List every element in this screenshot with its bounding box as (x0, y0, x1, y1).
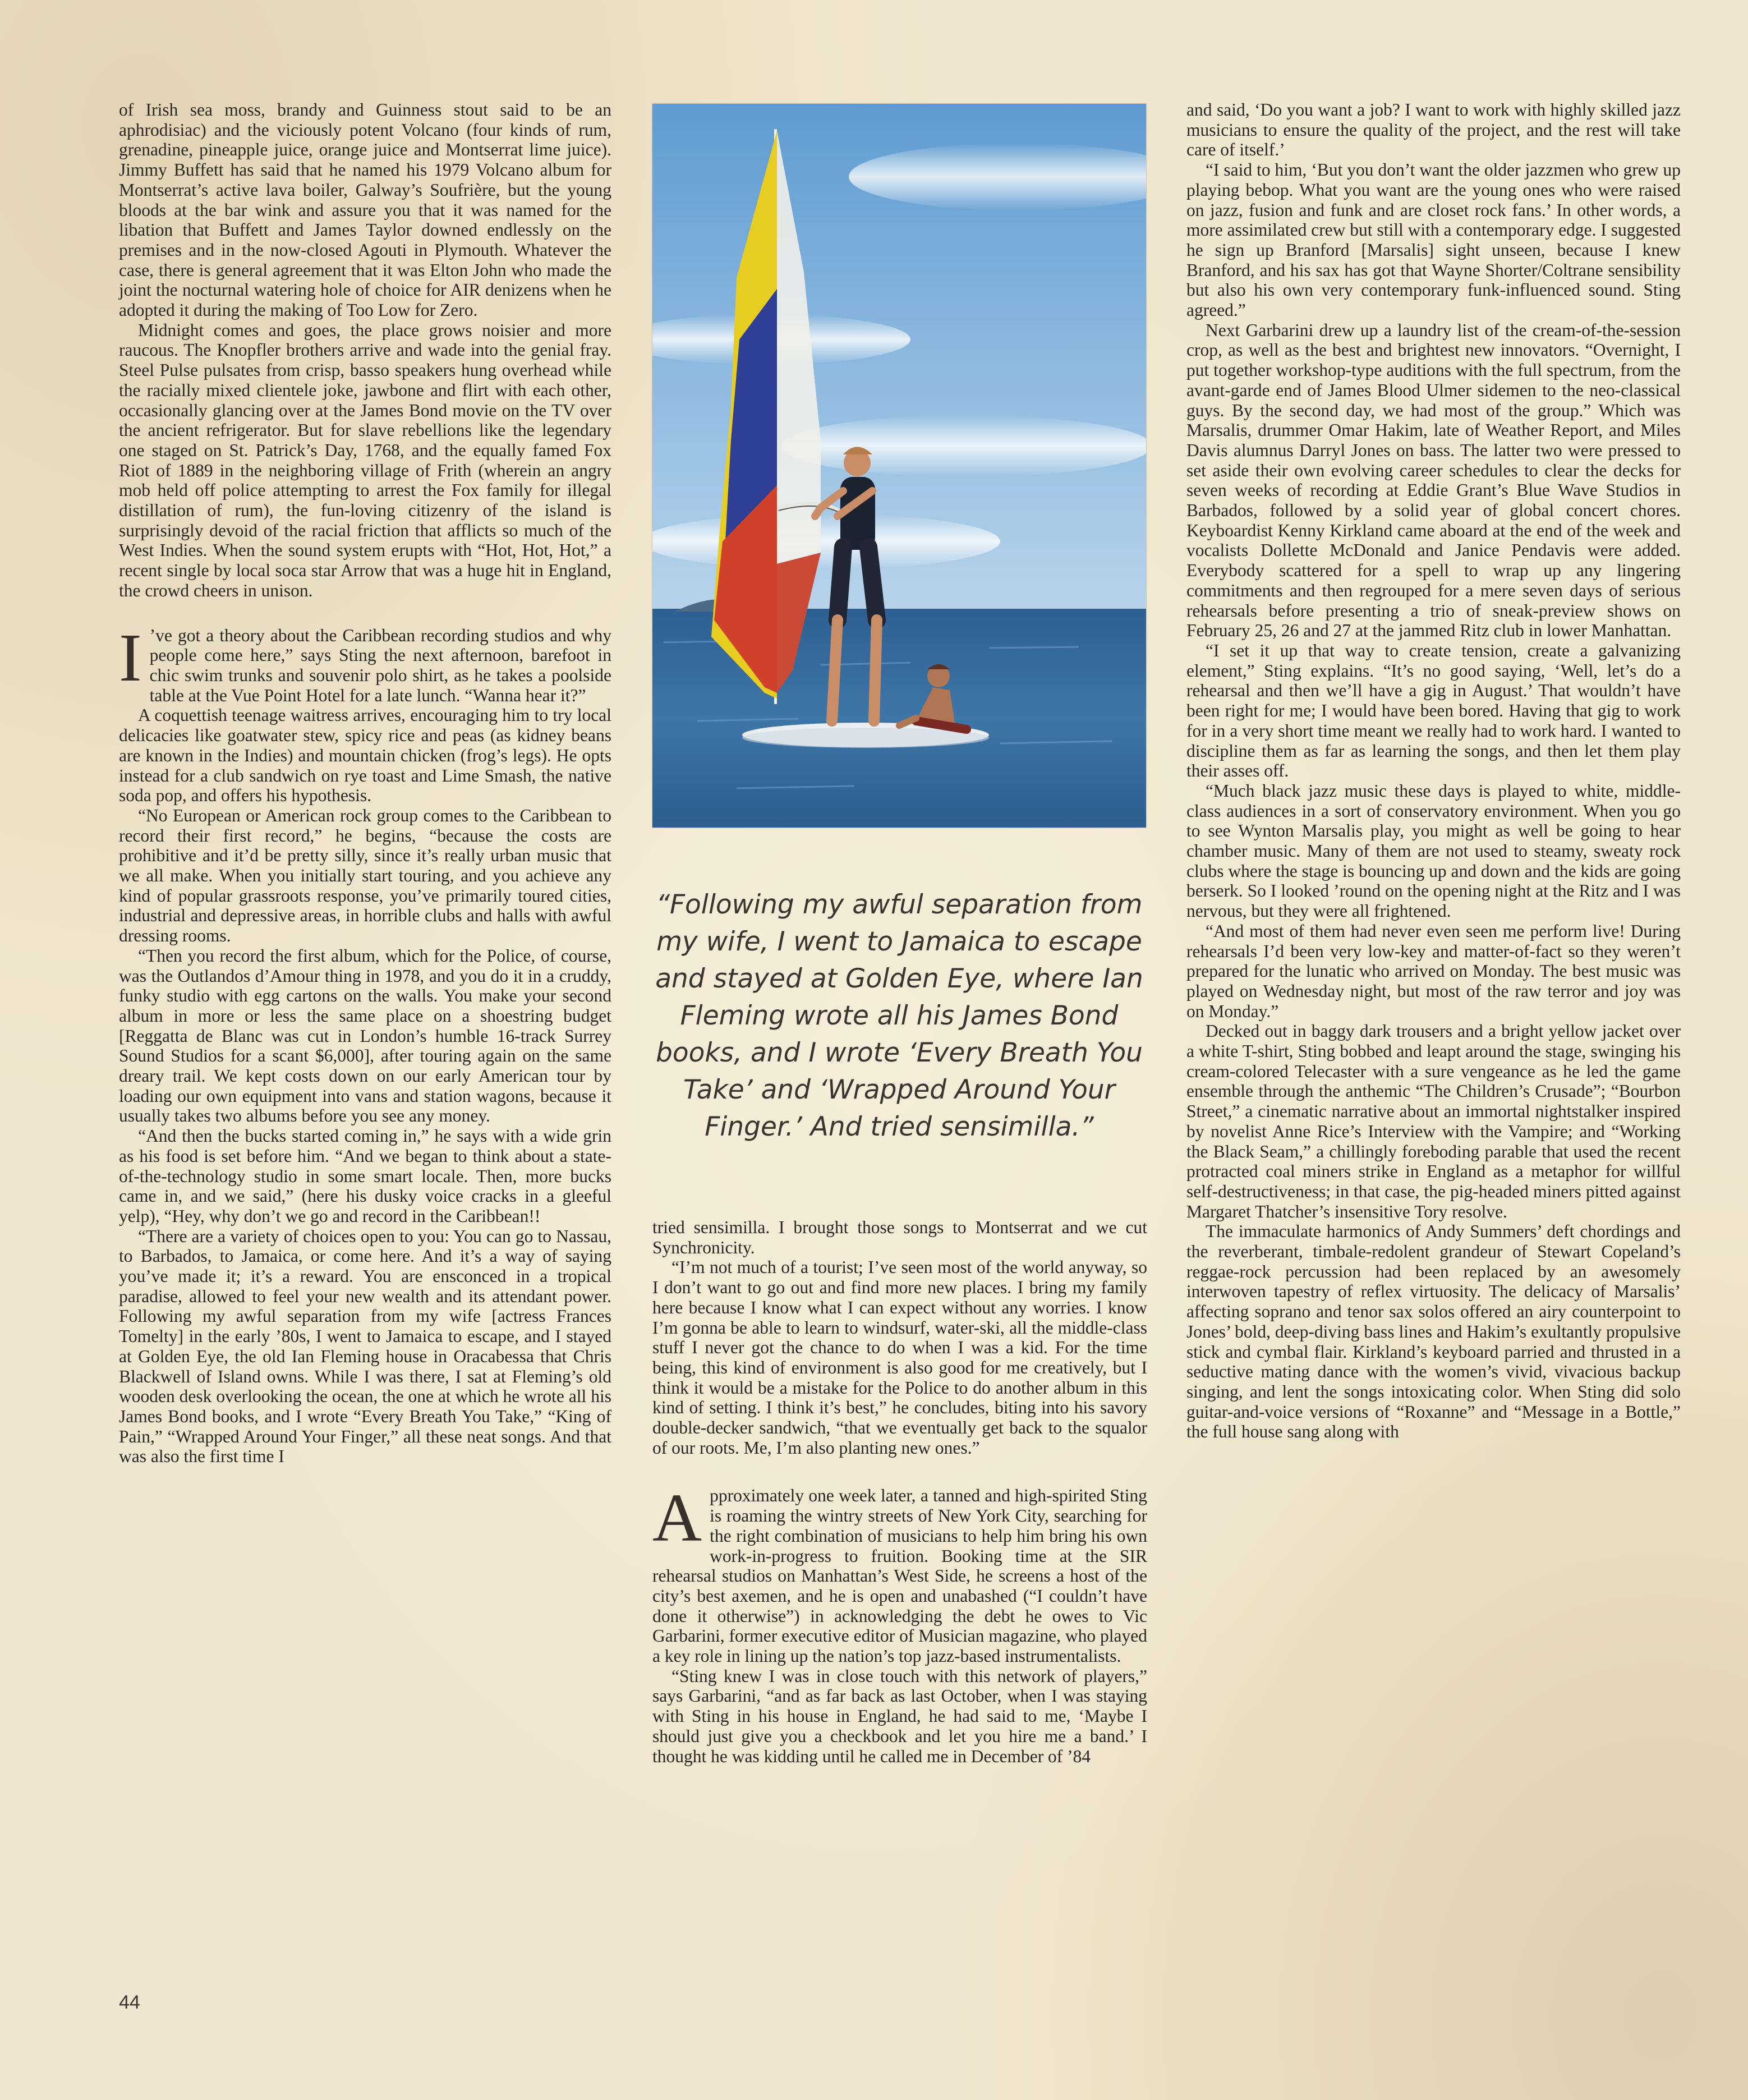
article-column-2 (652, 1217, 1147, 1766)
paragraph: of Irish sea moss, brandy and Guinness stout said to be an aphrodisiac) and the viciously potent Volcano (four kinds of rum, grenadine, pineapple juice, orange juice and Montserrat lime juice). Jimmy Buffett has said that he named his 1979 Volcano album for Montserrat’s active lava boiler, Galway’s Soufrière, but the young bloods at the bar wink and assure you that it was named for the libation that Buffett and James Taylor downed endlessly on the premises and in the now-closed Agouti in Plymouth. Whatever the case, there is general agreement that it was Elton John who made the joint the nocturnal watering hole of choice for AIR denizens when he adopted it during the making of Too Low for Zero. (119, 100, 611, 320)
page-number: 44 (119, 1992, 140, 2013)
paragraph-text: ’ve got a theory about the Caribbean recording studios and why people come here,” says Sting the next afternoon, barefoot in chic swim trunks and souvenir polo shirt, as he takes a poolside table at the Vue Point Hotel for a late lunch. “Wanna hear it?” (149, 625, 611, 705)
paragraph: Midnight comes and goes, the place grows noisier and more raucous. The Knopfler brothers arrive and wade into the genial fray. Steel Pulse pulsates from crisp, basso speakers hung overhead while the racially mixed clientele joke, jawbone and flirt with each other, occasionally glancing over at the James Bond movie on the TV over the ancient refrigerator. But for slave rebellions like the legendary one staged on St. Patrick’s Day, 1768, and the equally famed Fox Riot of 1889 in the neighboring village of Frith (wherein an angry mob held off police attempting to arrest the Fox family for illegal distillation of rum), the fun-loving citizenry of the island is surprisingly devoid of the racial friction that afflicts so much of the West Indies. When the sound system erupts with “Hot, Hot, Hot,” a recent single by local soca star Arrow that was a huge hit in England, the crowd cheers in unison. (119, 320, 611, 600)
drop-cap: A (652, 1480, 702, 1556)
paragraph: Decked out in baggy dark trousers and a bright yellow jacket over a white T-shirt, Sting bobbed and leapt around the stage, swinging his cream-colored Telecaster with a sure vengeance as he led the game ensemble through the anthemic “The Children’s Crusade”; “Bourbon Street,” a cinematic narrative about an immortal nightstalker inspired by novelist Anne Rice’s Interview with the Vampire; and “Working the Black Seam,” a chillingly foreboding parable that used the recent protracted coal miners strike in England as a metaphor for willful self-destructiveness; in that case, the pig-headed miners pitted against Margaret Thatcher’s insensitive Tory resolve. (1186, 1021, 1681, 1221)
paragraph: “Much black jazz music these days is played to white, middle-class audiences in a sort of conservatory environment. When you go to see Wynton Marsalis play, you might as well be going to hear chamber music. Many of them are not used to steamy, sweaty rock clubs where the stage is bouncing up and down and the kids are going berserk. So I looked ’round on the opening night at the Ritz and I was nervous, but they were all frightened. (1186, 780, 1681, 921)
section-opening-paragraph (652, 1480, 1147, 1666)
windsurfer-image (652, 104, 1146, 828)
drop-cap: I (119, 619, 142, 696)
paragraph: “I set it up that way to create tension, create a galvanizing element,” Sting explains. “It’s no good saying, ‘Well, let’s do a rehearsal and then we’ll have a gig in August.’ That wouldn’t have been right for me; I would have been bored. Having that gig to work for in a very short time meant we really had to work hard. I wanted to discipline them as far as learning the songs, and then let them play their asses off. (1186, 640, 1681, 781)
paragraph: tried sensimilla. I brought those songs to Montserrat and we cut Synchronicity. (652, 1217, 1147, 1257)
paragraph: “Then you record the first album, which for the Police, of course, was the Outlandos d’Amour thing in 1978, and you do it in a cruddy, funky studio with egg cartons on the walls. You make your second album in more or less the same place on a shoestring budget [Reggatta de Blanc was cut in London’s humble 16-track Surrey Sound Studios for a scant $6,000], after touring again on the same dreary trail. We kept costs down on our early American tour by loading our own equipment into vans and station wagons, because it usually takes two albums before you see any money. (119, 945, 611, 1126)
article-column-3 (1186, 100, 1681, 1442)
paragraph: “And most of them had never even seen me perform live! During rehearsals I’d been very low-key and matter-of-fact so they weren’t prepared for the lunatic who arrived on Monday. The best music was played on Wednesday night, but most of the raw terror and joy was on Monday.” (1186, 921, 1681, 1021)
paragraph: “There are a variety of choices open to you: You can go to Nassau, to Barbados, to Jamaica, or come here. And it’s a way of saying you’ve made it; it’s a reward. You are ensconced in a tropical paradise, allowed to feel your new wealth and its attendant power. Following my awful separation from my wife [actress Frances Tomelty] in the early ’80s, I went to Jamaica to escape, and I stayed at Golden Eye, the old Ian Fleming house in Oracabessa that Chris Blackwell of Island owns. While I was there, I sat at Fleming’s old wooden desk overlooking the ocean, the one at which he wrote all his James Bond books, and I wrote “Every Breath You Take,” “King of Pain,” “Wrapped Around Your Finger,” all these neat songs. And that was also the first time I (119, 1226, 611, 1467)
article-column-1 (119, 100, 611, 1467)
paragraph: The immaculate harmonics of Andy Summers’ deft chordings and the reverberant, timbale-redolent grandeur of Stewart Copeland’s reggae-rock percussion had been replaced by an awesomely interwoven tapestry of reflex virtuosity. The delicacy of Marsalis’ affecting soprano and tenor sax solos offered an airy counterpoint to Jones’ bold, deep-diving bass lines and Hakim’s exultantly propulsive stick and cymbal flair. Kirkland’s keyboard parried and thrusted in a seductive mating dance with the women’s vivid, vivacious backup singing, and lent the songs intoxicating color. When Sting did solo guitar-and-voice versions of “Roxanne” and “Message in a Bottle,” the full house sang along with (1186, 1221, 1681, 1442)
paragraph: “Sting knew I was in close touch with this network of players,” says Garbarini, “and as far back as last October, when I was staying with Sting in his house in England, he had said to me, ‘Maybe I should just give you a checkbook and let you hire me a band.’ I thought he was kidding until he called me in December of ’84 (652, 1666, 1147, 1766)
paragraph: Next Garbarini drew up a laundry list of the cream-of-the-session crop, as well as the best and brightest new innovators. “Overnight, I put together workshop-type auditions with the full spectrum, from the avant-garde end of James Blood Ulmer sidemen to the neo-classical guys. By the second day, we had most of the group.” Which was Marsalis, drummer Omar Hakim, late of Weather Report, and Miles Davis alumnus Darryl Jones on bass. The latter two were pressed to set aside their own evolving career schedules to clear the decks for seven weeks of recording at Eddie Grant’s Blue Wave Studios in Barbados, followed by a solid year of global concert chores. Keyboardist Kenny Kirkland came aboard at the end of the week and vocalists Dollette McDonald and Janice Pendavis were added. Everybody scattered for a spell to wrap up any lingering commitments and then regrouped for a mere seven days of serious rehearsals before presenting a trio of sneak-preview shows on February 25, 26 and 27 at the jammed Ritz club in lower Manhattan. (1186, 320, 1681, 641)
paragraph: “No European or American rock group comes to the Caribbean to record their first record,” he begins, “because the costs are prohibitive and it’d be pretty silly, since it’s really urban music that we all make. When you initially start touring, and you achieve any kind of popular grassroots response, you’ve primarily toured cities, industrial and depressive areas, in horrible clubs and halls with awful dressing rooms. (119, 805, 611, 946)
paragraph: “I’m not much of a tourist; I’ve seen most of the world anyway, so I don’t want to go out and find more new places. I bring my family here because I know what I can expect without any worries. I know I’m gonna be able to learn to windsurf, water-ski, all the middle-class stuff I never got the chance to do when I was a kid. For the time being, this kind of environment is also good for me creatively, but I think it would be a mistake for the Police to do another album in this kind of setting. I think it’s best,” he concludes, biting into his savory double-decker sandwich, “that we eventually get back to the squalor of our roots. Me, I’m also planting new ones.” (652, 1257, 1147, 1458)
paragraph-text: pproximately one week later, a tanned and high-spirited Sting is roaming the wintry streets of New York City, searching for the right combination of musicians to help him bring his own work-in-progress to fruition. Booking time at the SIR rehearsal studios on Manhattan’s West Side, he screens a host of the city’s best axemen, and he is open and unabashed (“I couldn’t have done it otherwise”) in acknowledging the debt he owes to Vic Garbarini, former executive editor of Musician magazine, who played a key role in lining up the nation’s top jazz-based instrumentalists. (652, 1486, 1147, 1666)
section-opening-paragraph (119, 619, 611, 706)
paragraph: “And then the bucks started coming in,” he says with a wide grin as his food is set before him. “And we began to think about a state-of-the-technology studio in some smart locale. Then, more bucks came in, and we said,” (here his dusky voice cracks in a gleeful yelp), “Hey, why don’t we go and record in the Caribbean!! (119, 1126, 611, 1226)
paragraph: “I said to him, ‘But you don’t want the older jazzmen who grew up playing bebop. What you want are the young ones who were raised on jazz, fusion and funk and are closet rock fans.’ In other words, a more assimilated crew but still with a contemporary edge. I suggested he sign up Branford [Marsalis] sight unseen, because I knew Branford, and his sax has got that Wayne Shorter/Coltrane sensibility but also his own very contemporary funk-influenced sound. Sting agreed.” (1186, 160, 1681, 320)
paragraph: and said, ‘Do you want a job? I want to work with highly skilled jazz musicians to ensure the quality of the project, and the rest will take care of itself.’ (1186, 100, 1681, 160)
paragraph: A coquettish teenage waitress arrives, encouraging him to try local delicacies like goatwater stew, spicy rice and peas (as kidney beans are known in the Indies) and mountain chicken (frog’s legs). He opts instead for a club sandwich on rye toast and Lime Smash, the native soda pop, and offers his hypothesis. (119, 705, 611, 806)
windsurfing-photo (652, 104, 1146, 828)
pull-quote: “Following my awful separation from my wife, I went to Jamaica to escape and stayed at Golden Eye, where Ian Fleming wrote all his James Bond books, and I wrote ‘Every Breath You Take’ and ‘Wrapped Around Your Finger.’ And tried sensimilla.” (655, 889, 1143, 1142)
